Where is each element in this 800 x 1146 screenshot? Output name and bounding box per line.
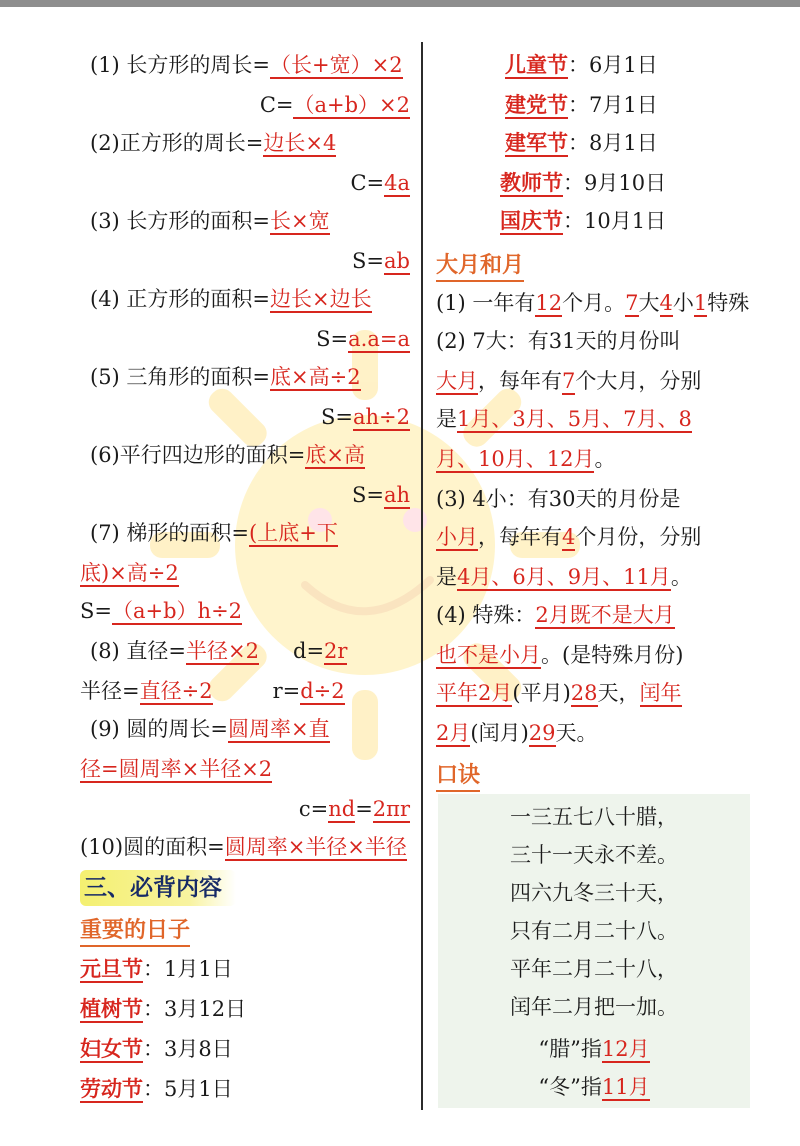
rhyme-line: 只有二月二十八。	[510, 919, 678, 943]
symbol-label: S=	[352, 249, 385, 273]
formula-10-line	[80, 832, 407, 862]
symbol-label: C=	[350, 171, 385, 195]
month-para-4-line-4	[436, 718, 598, 748]
month-para-2-line-3	[436, 404, 692, 434]
formula-9-line	[90, 714, 330, 744]
month-para-3-line-1	[436, 484, 681, 514]
month-para-4-line-2	[436, 640, 683, 670]
answer: 2月	[436, 721, 471, 745]
month-para-3-line-3	[436, 562, 692, 592]
text: 是	[436, 407, 457, 431]
answer: 11月	[601, 1075, 650, 1099]
symbol-answer: ah	[383, 483, 410, 507]
holiday-date: ：5月1日	[143, 1077, 233, 1101]
formula-2-symbol-line	[350, 168, 410, 198]
symbol-answer: 4a	[384, 171, 410, 195]
formula-answer: （长+宽）×2	[270, 53, 403, 77]
month-para-2-line-1	[436, 326, 681, 356]
formula-1-line	[90, 50, 403, 80]
formula-label: (3) 长方形的面积=	[90, 209, 271, 233]
text: 大	[638, 291, 660, 315]
rhyme-line: 平年二月二十八，	[510, 957, 678, 981]
formula-4-line	[90, 284, 372, 314]
holiday-name: 劳动节	[80, 1076, 143, 1101]
holiday-name: 妇女节	[80, 1036, 143, 1061]
answer: 12	[535, 291, 563, 315]
formula-8-line	[90, 636, 347, 666]
month-para-2-line-4	[436, 444, 615, 474]
formula-label: (7) 梯形的面积=	[90, 521, 250, 545]
formula-answer: 半径×2	[186, 639, 259, 663]
symbol-label: c=	[298, 797, 329, 821]
text: 。	[594, 447, 616, 471]
symbol-answer: （a+b）×2	[293, 93, 410, 117]
holiday-date: ：7月1日	[568, 93, 658, 117]
formula-7-symbol-line	[80, 596, 242, 626]
holiday-date: ：9月10日	[563, 171, 667, 195]
text: 天。	[555, 721, 598, 745]
holiday-row	[505, 50, 658, 80]
la-definition	[438, 1034, 750, 1064]
symbol-label: C=	[259, 93, 294, 117]
column-divider	[421, 42, 423, 1110]
answer: 大月	[436, 369, 478, 393]
holiday-date: ：3月8日	[143, 1037, 233, 1061]
holiday-date: ：6月1日	[568, 53, 658, 77]
holiday-row	[505, 128, 658, 158]
formula-4-symbol-line	[316, 324, 410, 354]
answer: 29	[528, 721, 556, 745]
text: 个大月，分别	[575, 369, 702, 393]
formula-3-line	[90, 206, 330, 236]
holiday-name: 植树节	[80, 996, 143, 1021]
symbol-answer: 2πr	[372, 797, 410, 821]
answer: 4	[562, 525, 576, 549]
rhyme-line: 闰年二月把一加。	[510, 995, 678, 1019]
formula-answer: 边长×4	[263, 131, 337, 155]
month-para-4-line-3	[436, 678, 682, 708]
answer: 4月、6月、9月、11月	[457, 565, 671, 589]
month-para-1	[436, 288, 749, 318]
formula-label: (2)正方形的周长=	[90, 131, 264, 155]
text: ，每年有	[478, 369, 562, 393]
symbol-label: S=	[351, 483, 384, 507]
holiday-row	[500, 168, 666, 198]
text: 个月份，分别	[575, 525, 702, 549]
holiday-name: 建军节	[505, 130, 568, 155]
rhyme-box	[438, 794, 750, 1108]
formula-1-symbol-line	[260, 90, 410, 120]
symbol-label: S=	[316, 327, 349, 351]
formula-7-line-2	[80, 558, 179, 588]
formula-answer: 直径÷2	[139, 679, 213, 703]
formula-label: (10)圆的面积=	[80, 835, 225, 859]
answer: 7	[625, 291, 639, 315]
answer: 小月	[436, 525, 478, 549]
answer: 1月、3月、5月、7月、8	[457, 407, 692, 431]
answer: 7	[562, 369, 576, 393]
formula-3-symbol-line	[352, 246, 410, 276]
formula-9-symbol-line	[299, 794, 410, 824]
equals-sign: =	[355, 797, 373, 821]
text: (1) 一年有	[436, 291, 536, 315]
holiday-row	[500, 206, 666, 236]
text: “腊”指	[538, 1037, 602, 1061]
formula-answer: 底×高÷2	[270, 365, 361, 389]
month-para-4-line-1	[436, 600, 675, 630]
formula-answer-cont: 径=圆周率×半径×2	[80, 757, 273, 781]
holiday-date: ：8月1日	[568, 131, 658, 155]
formula-label: (6)平行四边形的面积=	[90, 443, 306, 467]
holiday-row	[80, 994, 246, 1024]
holiday-name: 元旦节	[80, 956, 143, 981]
formula-5-symbol-line	[321, 402, 410, 432]
answer: 4	[659, 291, 673, 315]
big-small-month-heading: 大月和月	[436, 250, 524, 282]
formula-answer: (上底+下	[249, 521, 338, 545]
formula-label: (8) 直径=	[90, 639, 187, 663]
text: (2) 7大：有31天的月份叫	[436, 329, 681, 353]
month-para-2-line-2	[436, 366, 701, 396]
formula-answer: 圆周率×直	[228, 717, 330, 741]
answer: 28	[570, 681, 598, 705]
formula-label: (4) 正方形的面积=	[90, 287, 271, 311]
text: 个月。	[562, 291, 626, 315]
formula-label: (9) 圆的周长=	[90, 717, 229, 741]
symbol-answer: ah÷2	[352, 405, 410, 429]
text: (3) 4小：有30天的月份是	[436, 487, 681, 511]
answer: 也不是小月	[436, 643, 541, 667]
formula-answer-cont: 底)×高÷2	[80, 561, 179, 585]
formula-8-line-2	[80, 676, 345, 706]
holiday-row	[80, 954, 233, 984]
holiday-name: 教师节	[500, 170, 563, 195]
holiday-row	[80, 1074, 233, 1104]
answer: 2月既不是大月	[535, 603, 675, 627]
formula-label: 半径=	[80, 679, 140, 703]
text: (平月)	[512, 681, 571, 705]
answer: 闰年	[639, 681, 682, 705]
text: “冬”指	[538, 1075, 602, 1099]
formula-label: (5) 三角形的面积=	[90, 365, 271, 389]
symbol-label: r=	[272, 679, 301, 703]
formula-2-line	[90, 128, 336, 158]
formula-6-line	[90, 440, 365, 470]
text: 。	[670, 565, 692, 589]
formula-answer: 圆周率×半径×半径	[224, 835, 407, 859]
section-title: 三、必背内容	[80, 870, 236, 906]
month-para-3-line-2	[436, 522, 701, 552]
symbol-answer: ab	[384, 249, 410, 273]
holiday-date: ：3月12日	[143, 997, 247, 1021]
text: 。(是特殊月份)	[541, 643, 684, 667]
holiday-name: 建党节	[505, 92, 568, 117]
symbol-answer: d÷2	[300, 679, 345, 703]
text: 特殊	[707, 291, 750, 315]
symbol-answer: 2r	[324, 639, 348, 663]
holiday-row	[505, 90, 658, 120]
answer: 1	[693, 291, 708, 315]
rhyme-line: 一三五七八十腊，	[510, 805, 678, 829]
formula-answer: 长×宽	[270, 209, 330, 233]
important-days-heading: 重要的日子	[80, 915, 190, 947]
symbol-label: S=	[321, 405, 353, 429]
formula-answer: 边长×边长	[270, 287, 372, 311]
rhyme-line: 三十一天永不差。	[510, 843, 678, 867]
holiday-date: ：10月1日	[563, 209, 667, 233]
answer: 平年2月	[436, 681, 513, 705]
text: ，每年有	[478, 525, 562, 549]
top-edge-bar	[0, 0, 800, 7]
symbol-label: d=	[293, 639, 325, 663]
symbol-answer: （a+b）h÷2	[111, 599, 243, 623]
symbol-answer: a.a=a	[348, 327, 410, 351]
holiday-name: 儿童节	[505, 52, 568, 77]
dong-definition	[438, 1072, 750, 1102]
formula-6-symbol-line	[352, 480, 410, 510]
text: 是	[436, 565, 457, 589]
text: (4) 特殊：	[436, 603, 536, 627]
formula-answer: 底×高	[305, 443, 365, 467]
formula-label: (1) 长方形的周长=	[90, 53, 271, 77]
formula-9-line-2	[80, 754, 272, 784]
rhyme-line: 四六九冬三十天，	[510, 881, 678, 905]
holiday-date: ：1月1日	[143, 957, 233, 981]
holiday-row	[80, 1034, 233, 1064]
formula-5-line	[90, 362, 361, 392]
formula-7-line	[90, 518, 338, 548]
answer: 月、10月、12月	[436, 447, 595, 471]
holiday-name: 国庆节	[500, 208, 563, 233]
symbol-answer: nd	[328, 797, 356, 821]
answer: 12月	[601, 1037, 650, 1061]
symbol-label: S=	[80, 599, 112, 623]
text: (闰月)	[470, 721, 529, 745]
text: 天，	[597, 681, 640, 705]
rhyme-heading: 口诀	[436, 760, 480, 792]
text: 小	[672, 291, 694, 315]
